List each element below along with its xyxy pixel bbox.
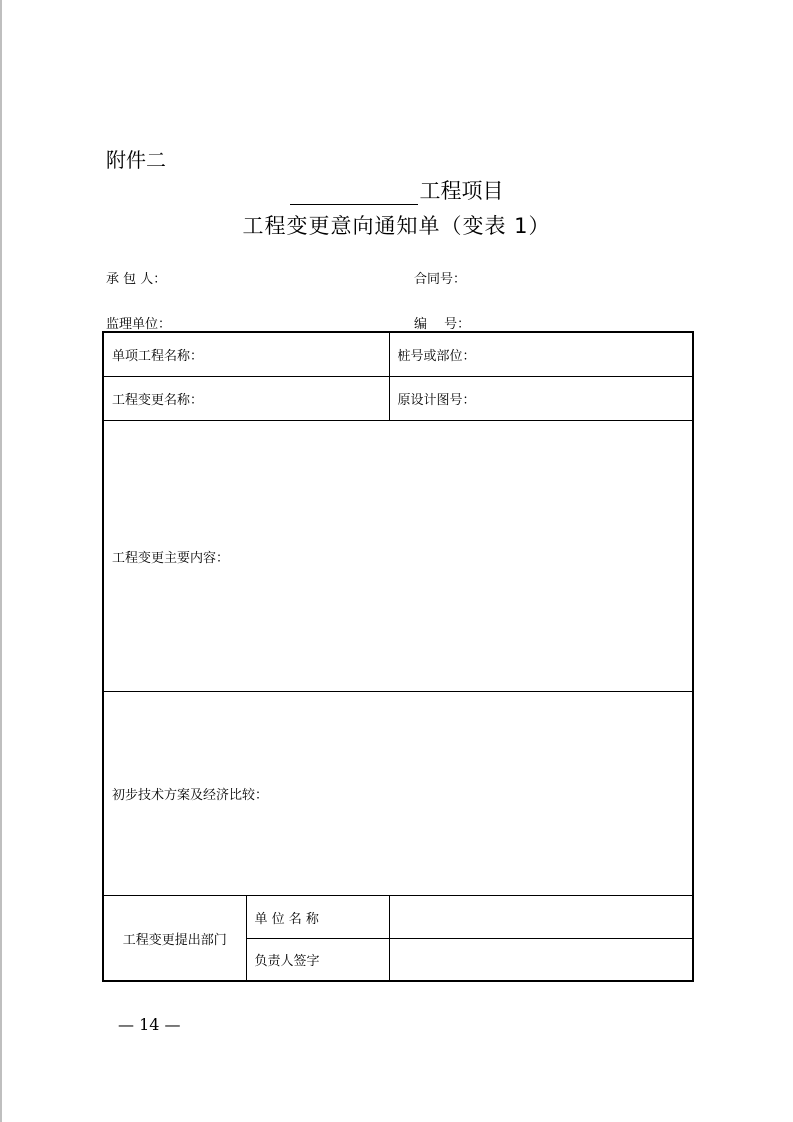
main-content-cell[interactable]: 工程变更主要内容： (103, 421, 693, 692)
table-row (103, 332, 693, 377)
table-row (103, 377, 693, 421)
page-edge (0, 0, 2, 1122)
unit-name-label: 单 位 名 称 (246, 896, 389, 939)
change-name-cell[interactable]: 工程变更名称： (103, 377, 389, 421)
signature-value[interactable] (389, 939, 693, 982)
project-name-blank[interactable] (290, 182, 418, 205)
change-notice-form (102, 331, 694, 982)
form-title: 工程变更意向通知单（变表 1） (242, 214, 551, 238)
supervisor-label: 监理单位： (106, 317, 172, 332)
tech-plan-cell[interactable]: 初步技术方案及经济比较： (103, 692, 693, 896)
table-row (103, 896, 693, 939)
proposer-dept-cell: 工程变更提出部门 (103, 896, 246, 982)
serial-no-label: 编 号： (414, 317, 471, 332)
project-title (0, 175, 793, 205)
original-drawing-cell[interactable]: 原设计图号： (389, 377, 693, 421)
unit-name-value[interactable] (389, 896, 693, 939)
page-number: — 14 — (118, 1015, 181, 1034)
signature-label: 负责人签字 (246, 939, 389, 982)
contractor-label: 承 包 人： (106, 272, 167, 287)
table-row (103, 692, 693, 896)
project-suffix: 工程项目 (419, 179, 504, 203)
pile-or-part-cell[interactable]: 桩号或部位： (389, 332, 693, 377)
table-row (103, 421, 693, 692)
subproject-name-cell[interactable]: 单项工程名称： (103, 332, 389, 377)
attachment-label: 附件二 (106, 148, 166, 172)
contract-no-label: 合同号： (414, 272, 467, 287)
